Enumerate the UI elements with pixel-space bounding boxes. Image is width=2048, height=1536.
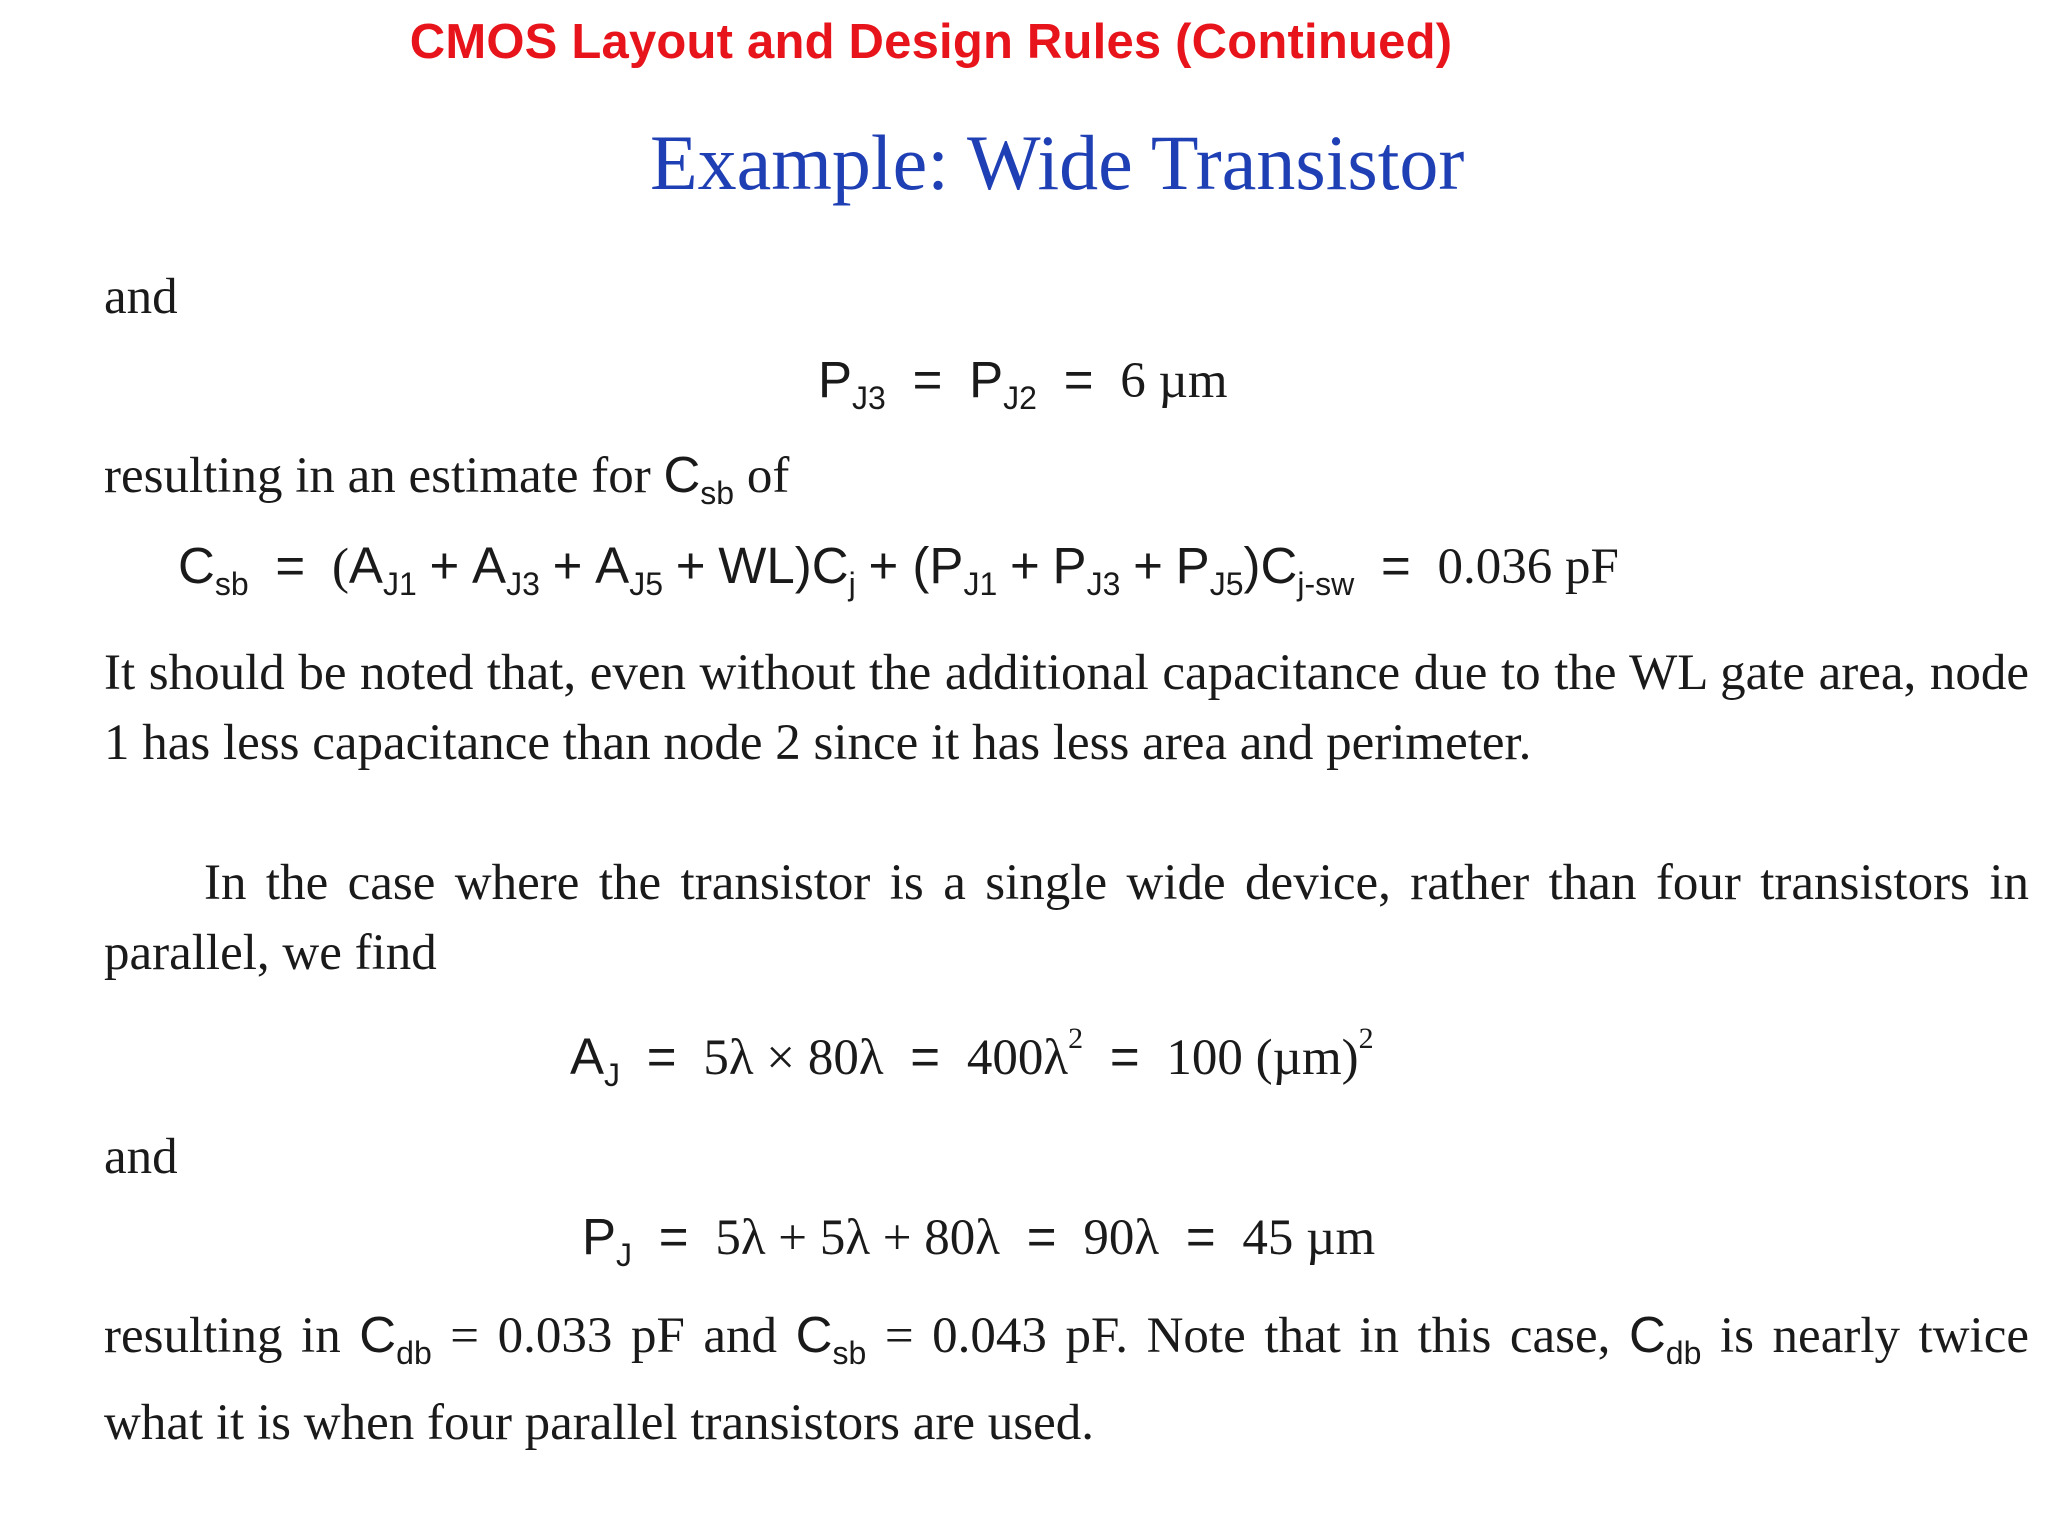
equation-area-aj bbox=[570, 1022, 1374, 1094]
symbol-p: P bbox=[969, 351, 1004, 408]
plus-sign: + bbox=[429, 537, 460, 594]
equals-sign: = bbox=[910, 1028, 941, 1085]
text-and-2: and bbox=[104, 1129, 178, 1185]
equals-sign: = bbox=[1026, 1208, 1057, 1265]
equals-sign: = bbox=[658, 1208, 689, 1265]
subscript: J1 bbox=[382, 566, 417, 602]
subscript: j bbox=[848, 566, 856, 602]
subscript: J2 bbox=[1003, 380, 1037, 416]
symbol-a: A bbox=[570, 1028, 605, 1085]
subscript: J bbox=[604, 1057, 621, 1093]
subscript: J5 bbox=[629, 566, 663, 602]
symbol-a: A bbox=[348, 537, 383, 594]
symbol-c: C bbox=[811, 537, 849, 594]
equation-perimeter-pj bbox=[582, 1207, 1375, 1274]
equation-value: 6 µm bbox=[1120, 353, 1228, 409]
equation-term: 400λ bbox=[966, 1030, 1069, 1086]
plus-sign: + bbox=[1133, 537, 1163, 594]
equation-value: 100 (µm) bbox=[1166, 1030, 1359, 1086]
equation-value: 45 µm bbox=[1242, 1210, 1376, 1266]
symbol-p: P bbox=[818, 351, 853, 408]
text-and-1: and bbox=[104, 269, 178, 325]
subscript: sb bbox=[214, 566, 249, 602]
paragraph-result-cdb-csb bbox=[104, 1300, 2029, 1458]
wl-term: WL) bbox=[718, 537, 812, 594]
equation-term: 90λ bbox=[1083, 1210, 1160, 1266]
subscript: J1 bbox=[963, 566, 998, 602]
subscript: J3 bbox=[1086, 566, 1121, 602]
plus-sign: + bbox=[1010, 537, 1040, 594]
equation-term: 5λ + 5λ + 80λ bbox=[715, 1210, 1001, 1266]
text-fragment: resulting in bbox=[104, 1308, 360, 1364]
slide-subtitle: Example: Wide Transistor bbox=[650, 119, 1465, 206]
symbol-p: P bbox=[1175, 537, 1210, 594]
subscript: J bbox=[616, 1237, 633, 1273]
text-fragment: = 0.033 pF and bbox=[431, 1308, 796, 1364]
symbol-p: P bbox=[582, 1208, 617, 1265]
subscript: J3 bbox=[506, 566, 540, 602]
subscript: sb bbox=[700, 475, 735, 511]
paren: ( bbox=[331, 539, 349, 595]
equals-sign: = bbox=[275, 537, 306, 594]
text-fragment: = 0.043 pF. Note that in this case, bbox=[866, 1308, 1629, 1364]
subscript: db bbox=[396, 1335, 432, 1371]
equals-sign: = bbox=[1109, 1028, 1140, 1085]
subscript: sb bbox=[832, 1335, 867, 1371]
subscript: db bbox=[1665, 1335, 1702, 1371]
equals-sign: = bbox=[1185, 1208, 1216, 1265]
symbol-c: C bbox=[795, 1306, 833, 1363]
superscript: 2 bbox=[1068, 1022, 1084, 1055]
paragraph-node-capacitance: It should be noted that, even without the additional capacitance due to the WL gate area, node 1 has less capacitance than node 2 since it has less area and perimeter. bbox=[104, 645, 2029, 771]
symbol-c: C bbox=[663, 446, 701, 503]
equation-csb bbox=[178, 536, 1619, 603]
equals-sign: = bbox=[912, 351, 943, 408]
plus-sign: + bbox=[552, 537, 583, 594]
plus-paren: + ( bbox=[868, 537, 930, 594]
plus-sign: + bbox=[675, 537, 706, 594]
text-fragment: of bbox=[734, 448, 790, 504]
equation-value: 0.036 pF bbox=[1437, 539, 1619, 595]
symbol-a: A bbox=[595, 537, 630, 594]
slide-header-title: CMOS Layout and Design Rules (Continued) bbox=[409, 15, 1453, 69]
symbol-c: C bbox=[1260, 537, 1298, 594]
symbol-p: P bbox=[1052, 537, 1087, 594]
subscript: j-sw bbox=[1297, 566, 1355, 602]
paragraph-text: In the case where the transistor is a single wide device, rather than four transistors in parallel, we find bbox=[104, 855, 2029, 981]
text-fragment: is nearly twice what it is when four parallel transistors are used. bbox=[104, 1308, 2030, 1451]
equals-sign: = bbox=[1380, 537, 1411, 594]
paren: ) bbox=[1243, 537, 1261, 594]
text-resulting-estimate bbox=[104, 445, 789, 512]
equals-sign: = bbox=[1063, 351, 1094, 408]
symbol-c: C bbox=[359, 1306, 397, 1363]
equation-term: 5λ × 80λ bbox=[703, 1030, 884, 1086]
text-fragment: resulting in an estimate for bbox=[104, 448, 664, 504]
symbol-a: A bbox=[472, 537, 507, 594]
symbol-p: P bbox=[929, 537, 964, 594]
equals-sign: = bbox=[646, 1028, 677, 1085]
superscript: 2 bbox=[1358, 1022, 1374, 1055]
symbol-c: C bbox=[1628, 1306, 1666, 1363]
symbol-c: C bbox=[178, 537, 215, 594]
subscript: J3 bbox=[852, 380, 886, 416]
subscript: J5 bbox=[1209, 566, 1244, 602]
paragraph-single-wide-device bbox=[104, 848, 2029, 988]
equation-perimeter-pj3 bbox=[818, 350, 1228, 417]
